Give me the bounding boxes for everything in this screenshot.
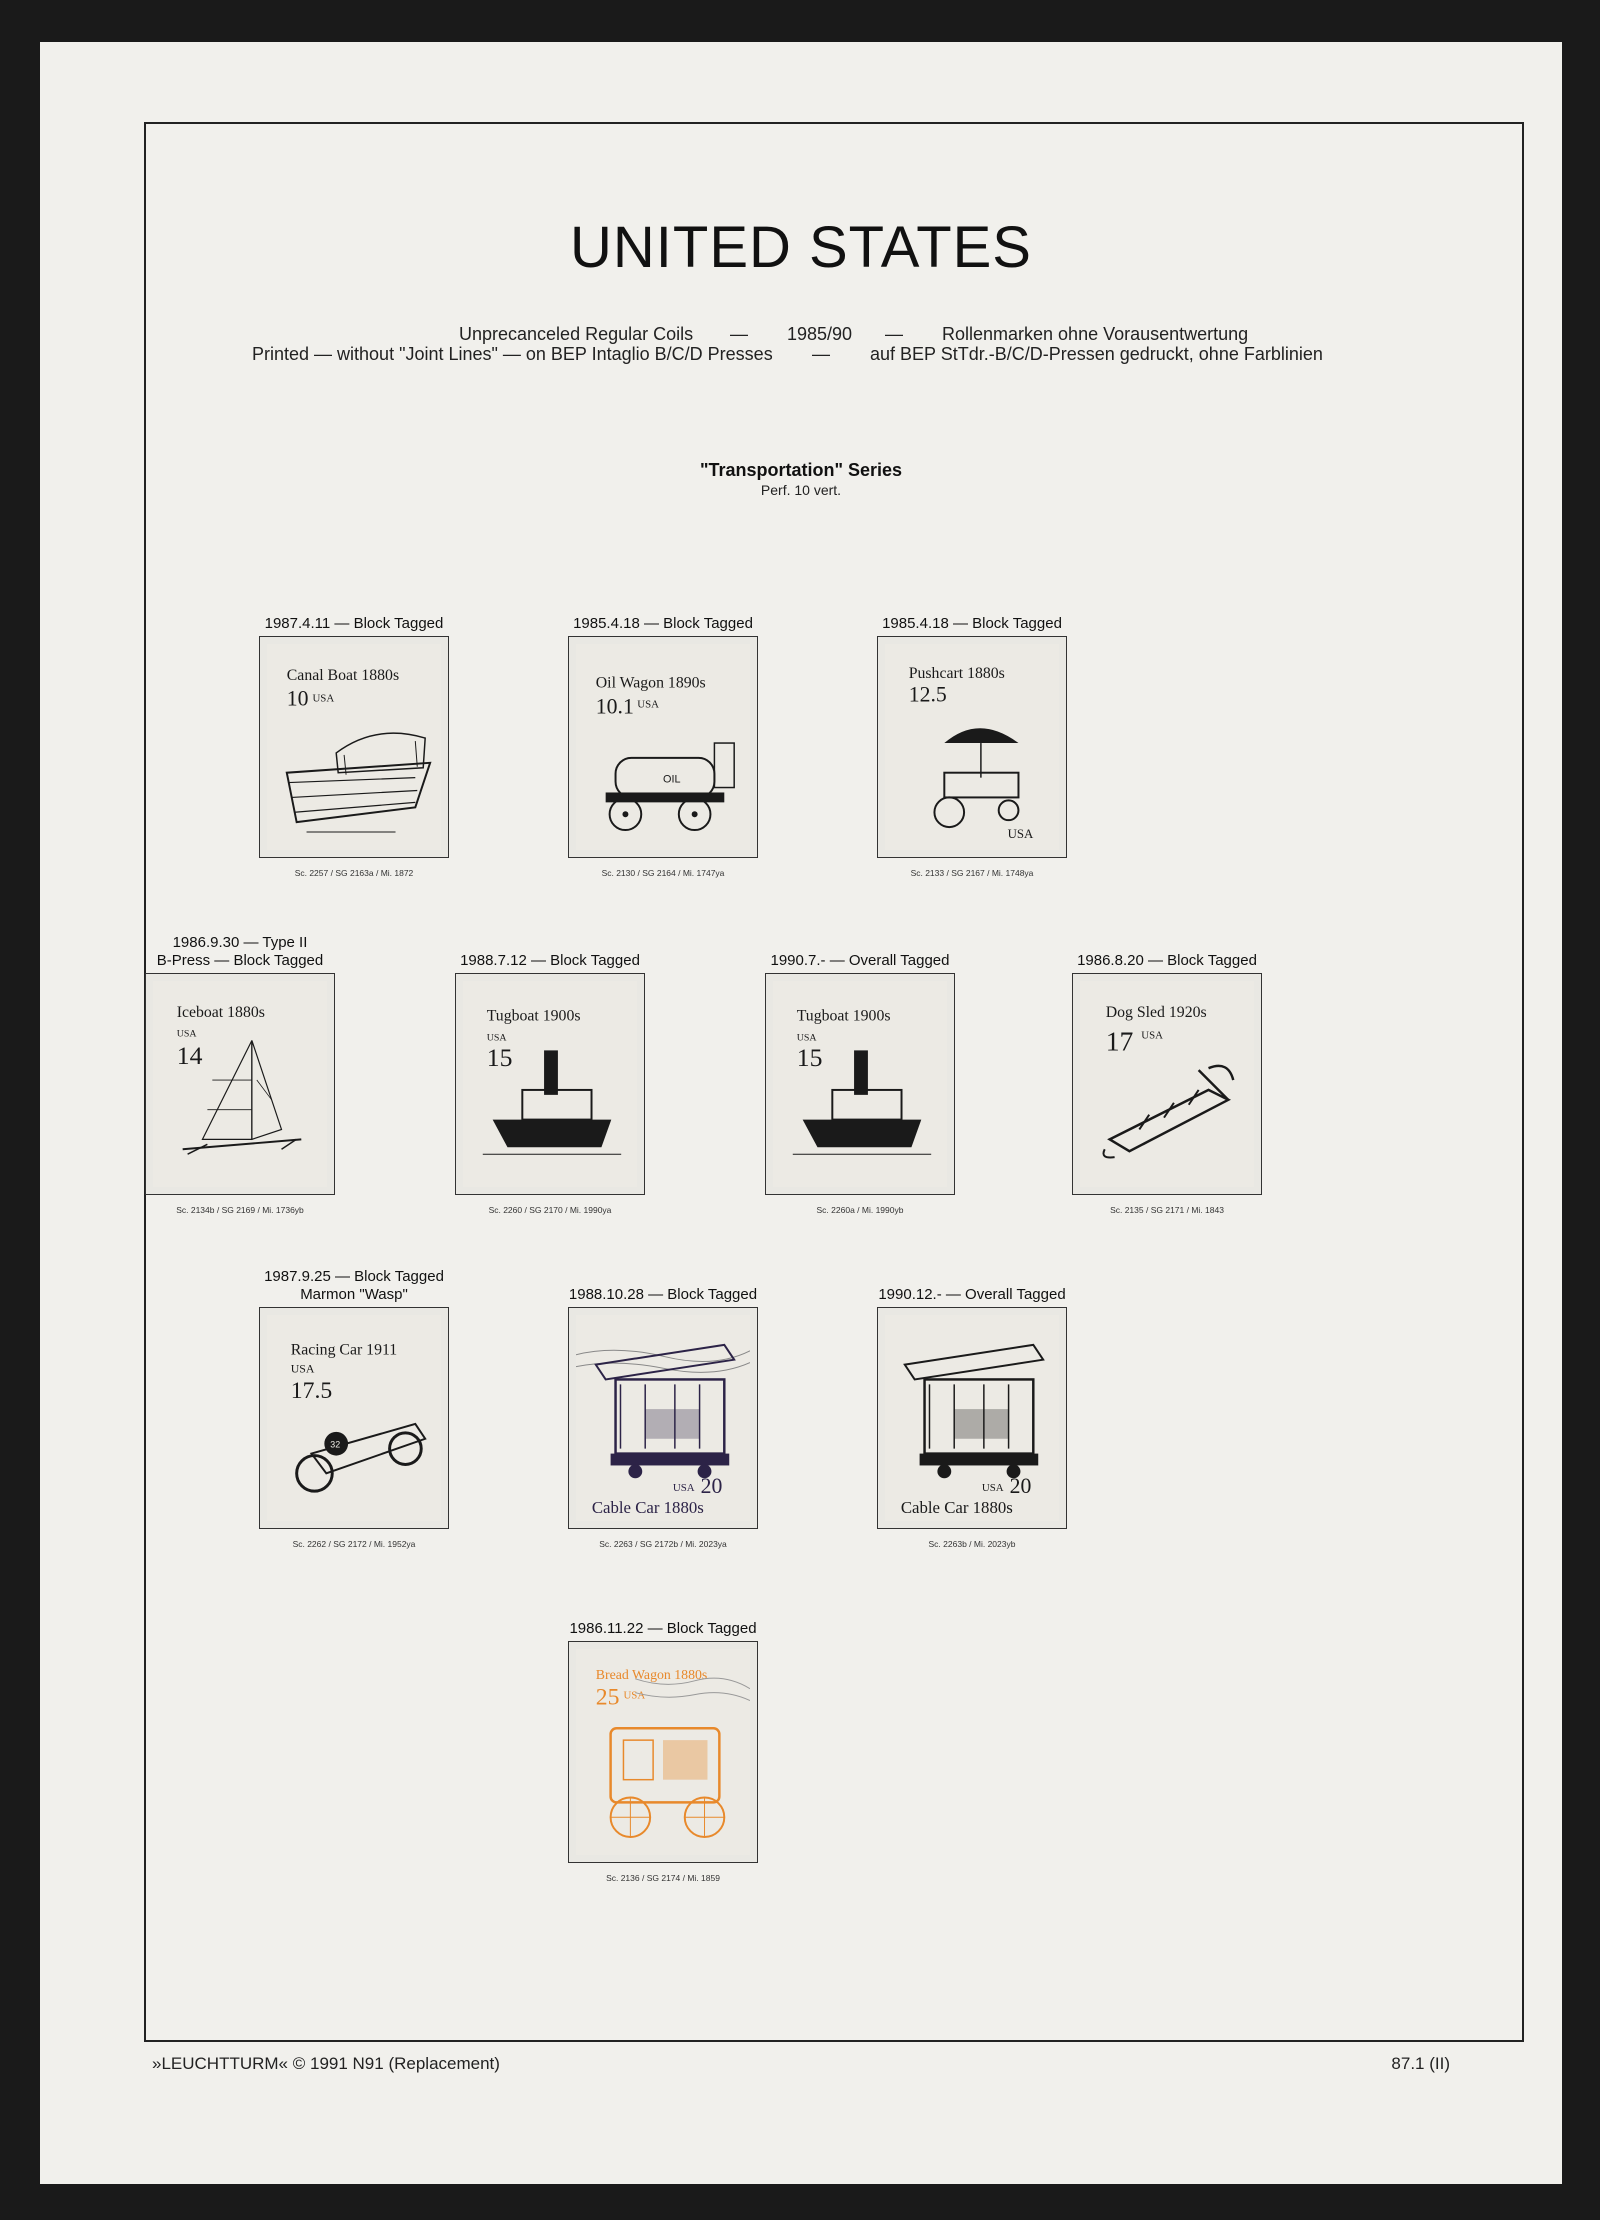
tugboat-illustration <box>773 981 947 1187</box>
series-perf: Perf. 10 vert. <box>760 482 842 498</box>
cable-car-illustration <box>576 1315 750 1521</box>
subtitle-en-1: Unprecanceled Regular Coils <box>459 324 694 344</box>
stamp-racing-car <box>267 1315 441 1521</box>
subtitle-de-2: auf BEP StTdr.-B/C/D-Pressen gedruckt, ohne Farblinien <box>870 344 1323 364</box>
slot-label: 1986.9.30 — Type II <box>172 934 308 951</box>
svg-text:Tugboat 1900s: Tugboat 1900s <box>486 1007 581 1025</box>
slot-label: 1988.7.12 — Block Tagged <box>460 952 640 969</box>
catalog-number: Sc. 2260 / SG 2170 / Mi. 1990ya <box>488 1205 612 1215</box>
footer-publisher: »LEUCHTTURM« © 1991 N91 (Replacement) <box>152 2054 500 2073</box>
page-title: UNITED STATES <box>570 215 1032 280</box>
subtitle-years: 1985/90 <box>787 324 853 344</box>
svg-text:USA: USA <box>312 692 335 705</box>
stamp-mount-tugboat <box>455 973 645 1195</box>
series-title: "Transportation" Series <box>699 460 903 480</box>
catalog-number: Sc. 2263 / SG 2172b / Mi. 2023ya <box>599 1539 727 1549</box>
catalog-number: Sc. 2134b / SG 2169 / Mi. 1736yb <box>176 1205 304 1215</box>
subtitle-dash-2: — <box>885 324 903 344</box>
album-page <box>40 42 1562 2184</box>
oil-wagon-illustration <box>576 644 750 850</box>
svg-text:15: 15 <box>486 1043 513 1073</box>
svg-text:USA: USA <box>637 698 660 711</box>
catalog-number: Sc. 2135 / SG 2171 / Mi. 1843 <box>1110 1205 1224 1215</box>
svg-text:USA: USA <box>796 1032 817 1044</box>
catalog-number: Sc. 2130 / SG 2164 / Mi. 1747ya <box>601 868 725 878</box>
slot-label: 1985.4.18 — Block Tagged <box>882 615 1062 632</box>
svg-text:15: 15 <box>796 1043 823 1073</box>
stamp-mount-racing-car <box>259 1307 449 1529</box>
subtitle-en-2: Printed — without "Joint Lines" — on BEP Intaglio B/C/D Presses <box>252 344 773 364</box>
svg-text:USA: USA <box>486 1032 507 1044</box>
stamp-mount-tugboat-overall <box>765 973 955 1195</box>
canal-boat-illustration <box>267 644 441 850</box>
stamp-mount-cable-car <box>568 1307 758 1529</box>
dog-sled-illustration <box>1080 981 1254 1187</box>
slot-label: 1986.8.20 — Block Tagged <box>1077 952 1257 969</box>
svg-text:10: 10 <box>286 686 309 711</box>
stamp-cable-car <box>576 1315 750 1521</box>
svg-text:Dog Sled 1920s: Dog Sled 1920s <box>1105 1003 1207 1021</box>
svg-text:Oil Wagon 1890s: Oil Wagon 1890s <box>595 674 706 692</box>
svg-text:Canal Boat 1880s: Canal Boat 1880s <box>286 666 400 684</box>
svg-text:10.1: 10.1 <box>595 694 634 719</box>
svg-text:USA: USA <box>290 1361 315 1376</box>
svg-text:17.5: 17.5 <box>290 1378 333 1405</box>
svg-text:Cable Car 1880s: Cable Car 1880s <box>900 1497 1013 1517</box>
svg-text:25: 25 <box>595 1684 620 1711</box>
svg-text:14: 14 <box>176 1041 203 1071</box>
stamp-mount-dog-sled <box>1072 973 1262 1195</box>
catalog-number: Sc. 2133 / SG 2167 / Mi. 1748ya <box>910 868 1034 878</box>
stamp-tugboat-overall <box>773 981 947 1187</box>
svg-text:USA: USA <box>176 1028 197 1040</box>
subtitle-de-1: Rollenmarken ohne Vorausentwertung <box>942 324 1249 344</box>
svg-text:Tugboat 1900s: Tugboat 1900s <box>796 1007 891 1025</box>
stamp-oil-wagon <box>576 644 750 850</box>
stamp-cable-car-overall <box>885 1315 1059 1521</box>
catalog-number: Sc. 2263b / Mi. 2023yb <box>928 1539 1016 1549</box>
svg-text:17: 17 <box>1105 1025 1134 1057</box>
svg-text:USA: USA <box>672 1482 695 1495</box>
slot-label-2: Marmon "Wasp" <box>300 1286 408 1303</box>
slot-label: 1985.4.18 — Block Tagged <box>573 615 753 632</box>
svg-text:Racing Car 1911: Racing Car 1911 <box>290 1341 398 1359</box>
catalog-number: Sc. 2136 / SG 2174 / Mi. 1859 <box>606 1873 720 1883</box>
svg-text:Cable Car 1880s: Cable Car 1880s <box>591 1497 704 1517</box>
slot-label-2: B-Press — Block Tagged <box>156 952 324 969</box>
stamp-mount-pushcart <box>877 636 1067 858</box>
svg-text:USA: USA <box>1007 826 1034 841</box>
svg-text:OIL: OIL <box>663 773 681 786</box>
cable-car-illustration <box>885 1315 1059 1521</box>
slot-label: 1988.10.28 — Block Tagged <box>568 1286 758 1303</box>
slot-label: 1986.11.22 — Block Tagged <box>569 1620 757 1637</box>
stamp-mount-cable-car-overall <box>877 1307 1067 1529</box>
stamp-iceboat <box>153 981 327 1187</box>
bread-wagon-illustration <box>576 1649 750 1855</box>
svg-text:20: 20 <box>700 1474 723 1499</box>
subtitle-dash-1: — <box>730 324 748 344</box>
stamp-bread-wagon <box>576 1649 750 1855</box>
svg-text:12.5: 12.5 <box>908 682 947 707</box>
svg-text:Iceboat 1880s: Iceboat 1880s <box>176 1003 265 1021</box>
tugboat-illustration <box>463 981 637 1187</box>
iceboat-illustration <box>153 981 327 1187</box>
stamp-canal-boat <box>267 644 441 850</box>
stamp-dog-sled <box>1080 981 1254 1187</box>
svg-text:USA: USA <box>1141 1029 1164 1042</box>
svg-text:Bread Wagon 1880s: Bread Wagon 1880s <box>595 1666 708 1682</box>
racing-car-illustration <box>267 1315 441 1521</box>
svg-text:20: 20 <box>1009 1474 1032 1499</box>
stamp-tugboat <box>463 981 637 1187</box>
slot-label: 1990.7.- — Overall Tagged <box>770 952 950 969</box>
svg-text:Pushcart 1880s: Pushcart 1880s <box>908 664 1005 682</box>
stamp-pushcart <box>885 644 1059 850</box>
svg-text:USA: USA <box>981 1482 1004 1495</box>
catalog-number: Sc. 2260a / Mi. 1990yb <box>816 1205 904 1215</box>
svg-text:32: 32 <box>330 1439 341 1450</box>
slot-label: 1990.12.- — Overall Tagged <box>878 1286 1066 1303</box>
svg-text:USA: USA <box>623 1689 646 1702</box>
pushcart-illustration <box>885 644 1059 850</box>
slot-label: 1987.9.25 — Block Tagged <box>264 1268 444 1285</box>
stamp-mount-bread-wagon <box>568 1641 758 1863</box>
stamp-mount-canal-boat <box>259 636 449 858</box>
footer-page-number: 87.1 (II) <box>1391 2054 1450 2073</box>
slot-label: 1987.4.11 — Block Tagged <box>264 615 444 632</box>
stamp-mount-oil-wagon <box>568 636 758 858</box>
catalog-number: Sc. 2257 / SG 2163a / Mi. 1872 <box>294 868 414 878</box>
catalog-number: Sc. 2262 / SG 2172 / Mi. 1952ya <box>292 1539 416 1549</box>
stamp-mount-iceboat <box>145 973 335 1195</box>
subtitle-dash-3: — <box>812 344 830 364</box>
